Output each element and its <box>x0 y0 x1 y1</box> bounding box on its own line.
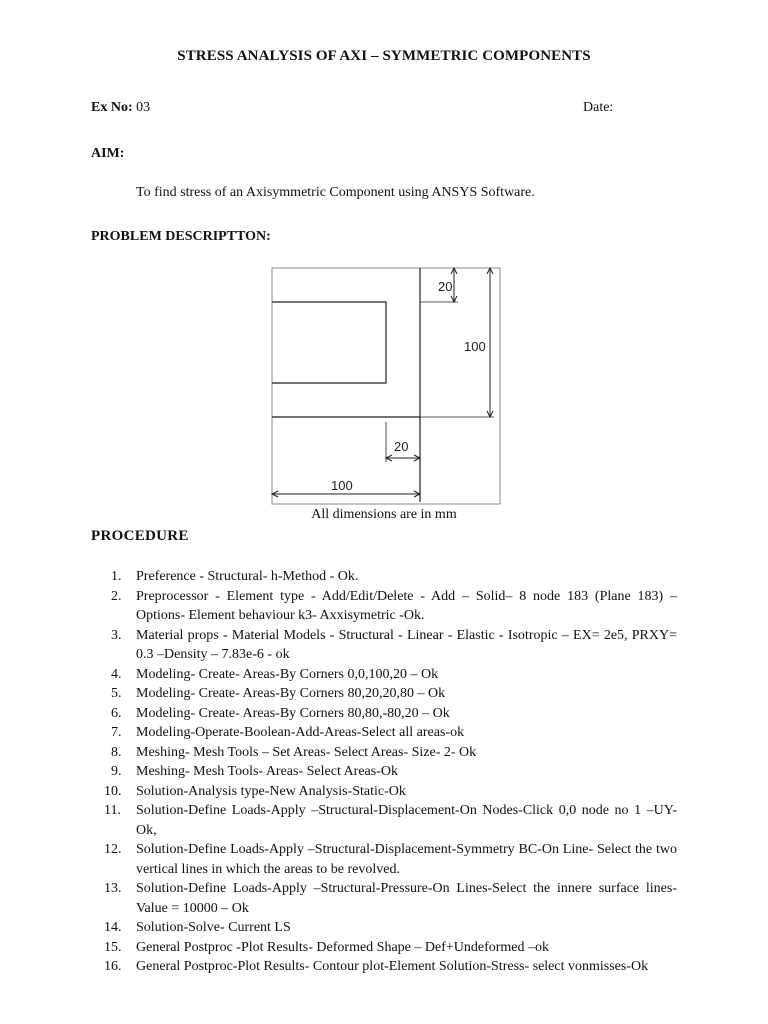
step-text: Solution-Analysis type-New Analysis-Static-Ok <box>136 783 406 799</box>
exercise-number-value: 03 <box>136 100 151 115</box>
step-text: Modeling-Operate-Boolean-Add-Areas-Select all areas-ok <box>136 725 465 740</box>
step-number: 1. <box>111 569 122 584</box>
procedure-step <box>91 723 677 743</box>
step-number: 15. <box>104 939 122 955</box>
step-number: 12. <box>104 842 122 857</box>
step-number: 13. <box>104 881 122 896</box>
step-text: Modeling- Create- Areas-By Corners 80,80,-80,20 – Ok <box>136 705 450 721</box>
procedure-step <box>91 879 677 918</box>
step-text: Meshing- Mesh Tools – Set Areas- Select Areas- Size- 2- Ok <box>136 744 477 760</box>
step-number: 3. <box>111 627 122 643</box>
step-text: Material props - Material Models - Structural - Linear - Elastic - Isotropic – EX= 2e5, PRXY= 0.3 –Density – 7.83e-6 - ok <box>136 627 677 662</box>
step-text: Solution-Define Loads-Apply –Structural-Displacement-Symmetry BC-On Line- Select the two vertical lines in which the areas to be revolved. <box>136 842 677 877</box>
procedure-step <box>91 567 677 587</box>
step-number: 11. <box>104 803 121 818</box>
procedure-step <box>91 957 677 977</box>
procedure-heading: PROCEDURE <box>91 528 189 544</box>
step-number: 14. <box>104 920 122 935</box>
procedure-step <box>91 684 677 704</box>
dimension-note: All dimensions are in mm <box>311 507 457 522</box>
component-drawing <box>262 262 502 507</box>
date-label: Date: <box>583 100 614 115</box>
step-text: Solution-Define Loads-Apply –Structural-Displacement-On Nodes-Click 0,0 node no 1 –UY- Ok, <box>136 803 677 838</box>
step-number: 6. <box>111 705 122 721</box>
step-text: Modeling- Create- Areas-By Corners 80,20,20,80 – Ok <box>136 686 446 701</box>
step-number: 5. <box>111 686 122 701</box>
procedure-list <box>91 567 677 977</box>
step-number: 16. <box>104 959 122 974</box>
step-text: Preprocessor - Element type - Add/Edit/Delete - Add – Solid– 8 node 183 (Plane 183) – Options- Element behaviour k3- Axxisymetric -Ok. <box>136 588 677 623</box>
exercise-number <box>91 100 150 116</box>
problem-heading: PROBLEM DESCRIPTTON: <box>91 229 271 244</box>
step-number: 7. <box>111 725 122 740</box>
procedure-step <box>91 762 677 782</box>
step-text: General Postproc-Plot Results- Contour plot-Element Solution-Stress- select vonmisses-Ok <box>136 959 649 974</box>
step-text: Modeling- Create- Areas-By Corners 0,0,100,20 – Ok <box>136 666 439 682</box>
procedure-step <box>91 918 677 938</box>
aim-text: To find stress of an Axisymmetric Component using ANSYS Software. <box>136 185 535 200</box>
procedure-step <box>91 782 677 802</box>
procedure-step <box>91 626 677 665</box>
procedure-step <box>91 587 677 626</box>
procedure-step <box>91 743 677 763</box>
step-text: Solution-Define Loads-Apply –Structural-Pressure-On Lines-Select the innere surface lines- Value = 10000 – Ok <box>136 881 677 916</box>
procedure-step <box>91 704 677 724</box>
step-text: Solution-Solve- Current LS <box>136 920 291 935</box>
procedure-step <box>91 665 677 685</box>
aim-heading: AIM: <box>91 146 125 161</box>
procedure-step <box>91 801 677 840</box>
inner-profile-line <box>272 302 386 383</box>
exercise-number-label: Ex No: <box>91 100 133 115</box>
step-number: 8. <box>111 744 122 760</box>
dim-width-label: 100 <box>331 478 353 493</box>
document-title: STRESS ANALYSIS OF AXI – SYMMETRIC COMPONENTS <box>177 48 591 64</box>
dim-height-label: 100 <box>464 339 486 354</box>
step-number: 4. <box>111 666 122 682</box>
step-text: Preference - Structural- h-Method - Ok. <box>136 569 359 584</box>
step-text: Meshing- Mesh Tools- Areas- Select Areas-Ok <box>136 764 398 779</box>
dim-wall-thickness-label: 20 <box>394 439 409 454</box>
procedure-step <box>91 840 677 879</box>
step-text: General Postproc -Plot Results- Deformed Shape – Def+Undeformed –ok <box>136 939 550 955</box>
procedure-step <box>91 938 677 958</box>
step-number: 9. <box>111 764 122 779</box>
dim-top-thickness-label: 20 <box>438 279 453 294</box>
step-number: 2. <box>111 588 122 604</box>
step-number: 10. <box>104 783 122 799</box>
component-diagram <box>262 262 502 512</box>
